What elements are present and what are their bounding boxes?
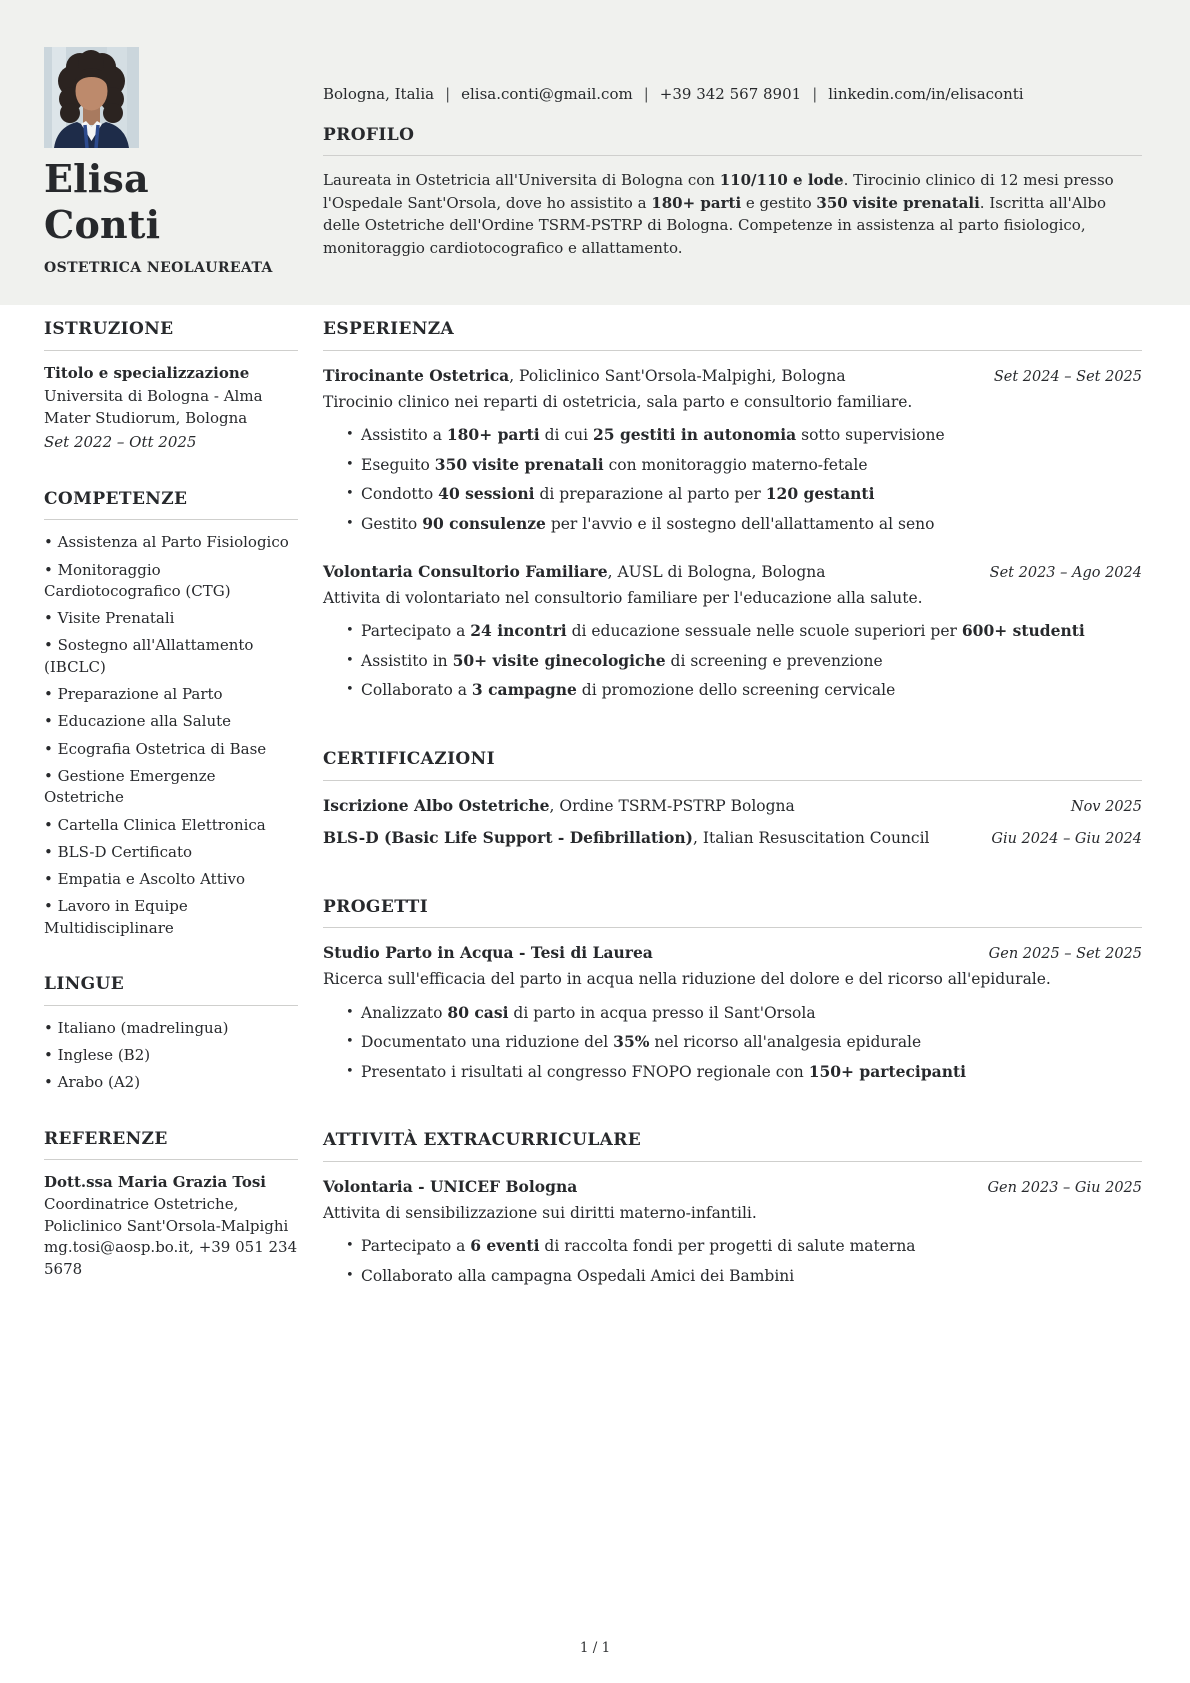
page-number: 1 / 1 xyxy=(579,1640,611,1657)
section-progetti xyxy=(323,895,1142,1084)
contact-separator: | xyxy=(812,85,818,103)
activity-description: Attivita di sensibilizzazione sui diritti materno-infantili. xyxy=(323,1203,757,1222)
section-heading-profilo: PROFILO xyxy=(323,123,1142,157)
project-title: Studio Parto in Acqua - Tesi di Laurea xyxy=(323,943,653,963)
certification-title: BLS-D (Basic Life Support - Defibrillation) xyxy=(323,827,693,847)
language-item: • Arabo (A2) xyxy=(44,1072,298,1093)
section-heading-istruzione: ISTRUZIONE xyxy=(44,317,298,351)
certification-issuer: , Italian Resuscitation Council xyxy=(692,828,930,847)
experience-entry xyxy=(323,365,1142,535)
activity-entry-head xyxy=(323,1176,1142,1199)
skill-item: • Cartella Clinica Elettronica xyxy=(44,815,298,836)
activity-bullet-list xyxy=(323,1235,1142,1287)
language-item: • Italiano (madrelingua) xyxy=(44,1018,298,1039)
identity-column xyxy=(44,47,298,305)
experience-bullet: • Condotto 40 sessioni di preparazione al parto per 120 gestanti xyxy=(323,483,1142,505)
project-bullet: • Documentato una riduzione del 35% nel ricorso all'analgesia epidurale xyxy=(323,1031,1142,1053)
experience-bullet: • Gestito 90 consulenze per l'avvio e il sostegno dell'allattamento al seno xyxy=(323,513,1142,535)
project-bullet: • Analizzato 80 casi di parto in acqua presso il Sant'Orsola xyxy=(323,1002,1142,1024)
section-heading-certificazioni: CERTIFICAZIONI xyxy=(323,747,1142,781)
section-istruzione xyxy=(44,317,298,454)
section-heading-esperienza: ESPERIENZA xyxy=(323,317,1142,351)
skill-item: • Lavoro in Equipe Multidisciplinare xyxy=(44,896,298,939)
reference-name: Dott.ssa Maria Grazia Tosi xyxy=(44,1173,266,1192)
contact-line xyxy=(323,84,1142,106)
experience-title-line xyxy=(323,561,972,584)
certification-title: Iscrizione Albo Ostetriche xyxy=(323,795,550,815)
candidate-name xyxy=(44,156,298,249)
certification-row xyxy=(323,827,1142,850)
skill-item: • BLS-D Certificato xyxy=(44,842,298,863)
section-referenze xyxy=(44,1127,298,1281)
contact-linkedin: linkedin.com/in/elisaconti xyxy=(828,85,1024,103)
profile-photo xyxy=(44,47,139,148)
experience-bullet: • Assistito in 50+ visite ginecologiche di screening e prevenzione xyxy=(323,650,1142,672)
experience-org: , Policlinico Sant'Orsola-Malpighi, Bologna xyxy=(509,366,846,385)
contact-separator: | xyxy=(445,85,451,103)
experience-bullet: • Collaborato a 3 campagne di promozione dello screening cervicale xyxy=(323,679,1142,701)
languages-list xyxy=(44,1018,298,1094)
section-competenze xyxy=(44,487,298,939)
experience-description: Attivita di volontariato nel consultorio familiare per l'educazione alla salute. xyxy=(323,589,923,608)
activity-entry xyxy=(323,1176,1142,1287)
section-heading-attivita: ATTIVITÀ EXTRACURRICULARE xyxy=(323,1128,1142,1162)
experience-title: Tirocinante Ostetrica xyxy=(323,365,510,385)
education-dates: Set 2022 – Ott 2025 xyxy=(44,432,197,451)
language-item: • Inglese (B2) xyxy=(44,1045,298,1066)
activity-dates: Gen 2023 – Giu 2025 xyxy=(987,1179,1142,1196)
certification-dates: Giu 2024 – Giu 2024 xyxy=(991,830,1142,847)
profile-summary: Laureata in Ostetricia all'Universita di Bologna con 110/110 e lode. Tirocinio clinico di 12 mesi presso l'Ospedale Sant'Orsola, dove ho assistito a 180+ parti e gestito 350 visite prenatali. Iscritta all'Albo delle Ostetriche dell'Ordine TSRM-PSTRP di Bologna. Competenze in assistenza al parto fisiologico, monitoraggio cardiotocografico e allattamento. xyxy=(323,171,1114,257)
certification-dates: Nov 2025 xyxy=(1070,798,1142,815)
section-lingue xyxy=(44,972,298,1094)
project-entry xyxy=(323,942,1142,1083)
contact-phone: +39 342 567 8901 xyxy=(659,85,802,103)
candidate-last-name: Conti xyxy=(44,202,161,248)
section-heading-referenze: REFERENZE xyxy=(44,1127,298,1161)
skill-item: • Educazione alla Salute xyxy=(44,711,298,732)
experience-bullet-list xyxy=(323,620,1142,701)
experience-description: Tirocinio clinico nei reparti di ostetricia, sala parto e consultorio familiare. xyxy=(323,392,913,411)
reference-contact: mg.tosi@aosp.bo.it, +39 051 234 5678 xyxy=(44,1238,298,1279)
header-main-column xyxy=(323,47,1142,305)
activity-bullet: • Partecipato a 6 eventi di raccolta fondi per progetti di salute materna xyxy=(323,1235,1142,1257)
contact-email: elisa.conti@gmail.com xyxy=(461,85,633,103)
profile-photo-illustration xyxy=(44,47,139,148)
experience-entry-head xyxy=(323,561,1142,584)
experience-dates: Set 2023 – Ago 2024 xyxy=(989,565,1142,581)
project-entry-head xyxy=(323,942,1142,965)
experience-title: Volontaria Consultorio Familiare xyxy=(323,562,608,581)
education-school: Universita di Bologna - Alma Mater Studiorum, Bologna xyxy=(44,387,263,428)
skill-item: • Gestione Emergenze Ostetriche xyxy=(44,766,298,809)
project-description: Ricerca sull'efficacia del parto in acqua nella riduzione del dolore e del ricorso all'epidurale. xyxy=(323,970,1051,989)
reference-entry xyxy=(44,1172,298,1281)
project-dates: Gen 2025 – Set 2025 xyxy=(988,946,1142,963)
skill-item: • Preparazione al Parto xyxy=(44,684,298,705)
activity-title: Volontaria - UNICEF Bologna xyxy=(323,1176,578,1196)
experience-dates: Set 2024 – Set 2025 xyxy=(993,368,1142,385)
section-heading-lingue: LINGUE xyxy=(44,972,298,1006)
skill-item: • Empatia e Ascolto Attivo xyxy=(44,869,298,890)
skill-item: • Assistenza al Parto Fisiologico xyxy=(44,532,298,553)
experience-bullet-list xyxy=(323,424,1142,535)
sidebar xyxy=(44,317,298,1294)
contact-location: Bologna, Italia xyxy=(323,85,435,103)
certification-row xyxy=(323,795,1142,818)
skill-item: • Sostegno all'Allattamento (IBCLC) xyxy=(44,635,298,678)
section-heading-competenze: COMPETENZE xyxy=(44,487,298,521)
experience-bullet: • Partecipato a 24 incontri di educazione sessuale nelle scuole superiori per 600+ studenti xyxy=(323,620,1142,642)
experience-org: , AUSL di Bologna, Bologna xyxy=(607,563,826,581)
skill-item: • Visite Prenatali xyxy=(44,608,298,629)
skill-item: • Monitoraggio Cardiotocografico (CTG) xyxy=(44,560,298,603)
project-bullet-list xyxy=(323,1002,1142,1083)
experience-title-line xyxy=(323,365,976,388)
candidate-first-name: Elisa xyxy=(44,156,149,201)
skills-list xyxy=(44,532,298,939)
certification-issuer: , Ordine TSRM-PSTRP Bologna xyxy=(549,796,795,815)
education-entry xyxy=(44,363,298,454)
section-certificazioni xyxy=(323,747,1142,850)
education-degree: Titolo e specializzazione xyxy=(44,363,250,382)
experience-entry-head xyxy=(323,365,1142,388)
main-column xyxy=(323,317,1142,1294)
certification-title-line xyxy=(323,795,1053,817)
skill-item: • Ecografia Ostetrica di Base xyxy=(44,739,298,760)
experience-entry xyxy=(323,561,1142,702)
project-title-line xyxy=(323,942,971,965)
contact-separator: | xyxy=(643,85,649,103)
project-bullet: • Presentato i risultati al congresso FNOPO regionale con 150+ partecipanti xyxy=(323,1061,1142,1083)
section-esperienza xyxy=(323,317,1142,702)
certification-title-line xyxy=(323,827,973,849)
section-heading-progetti: PROGETTI xyxy=(323,895,1142,929)
activity-bullet: • Collaborato alla campagna Ospedali Amici dei Bambini xyxy=(323,1265,1142,1287)
resume-body xyxy=(0,305,1190,1294)
candidate-role: OSTETRICA NEOLAUREATA xyxy=(44,259,273,276)
activity-title-line xyxy=(323,1176,969,1199)
header-band xyxy=(0,0,1190,305)
section-attivita-extracurriculare xyxy=(323,1128,1142,1287)
reference-role: Coordinatrice Ostetriche, Policlinico Sant'Orsola-Malpighi xyxy=(44,1194,289,1235)
experience-bullet: • Eseguito 350 visite prenatali con monitoraggio materno-fetale xyxy=(323,454,1142,476)
experience-bullet: • Assistito a 180+ parti di cui 25 gestiti in autonomia sotto supervisione xyxy=(323,424,1142,446)
